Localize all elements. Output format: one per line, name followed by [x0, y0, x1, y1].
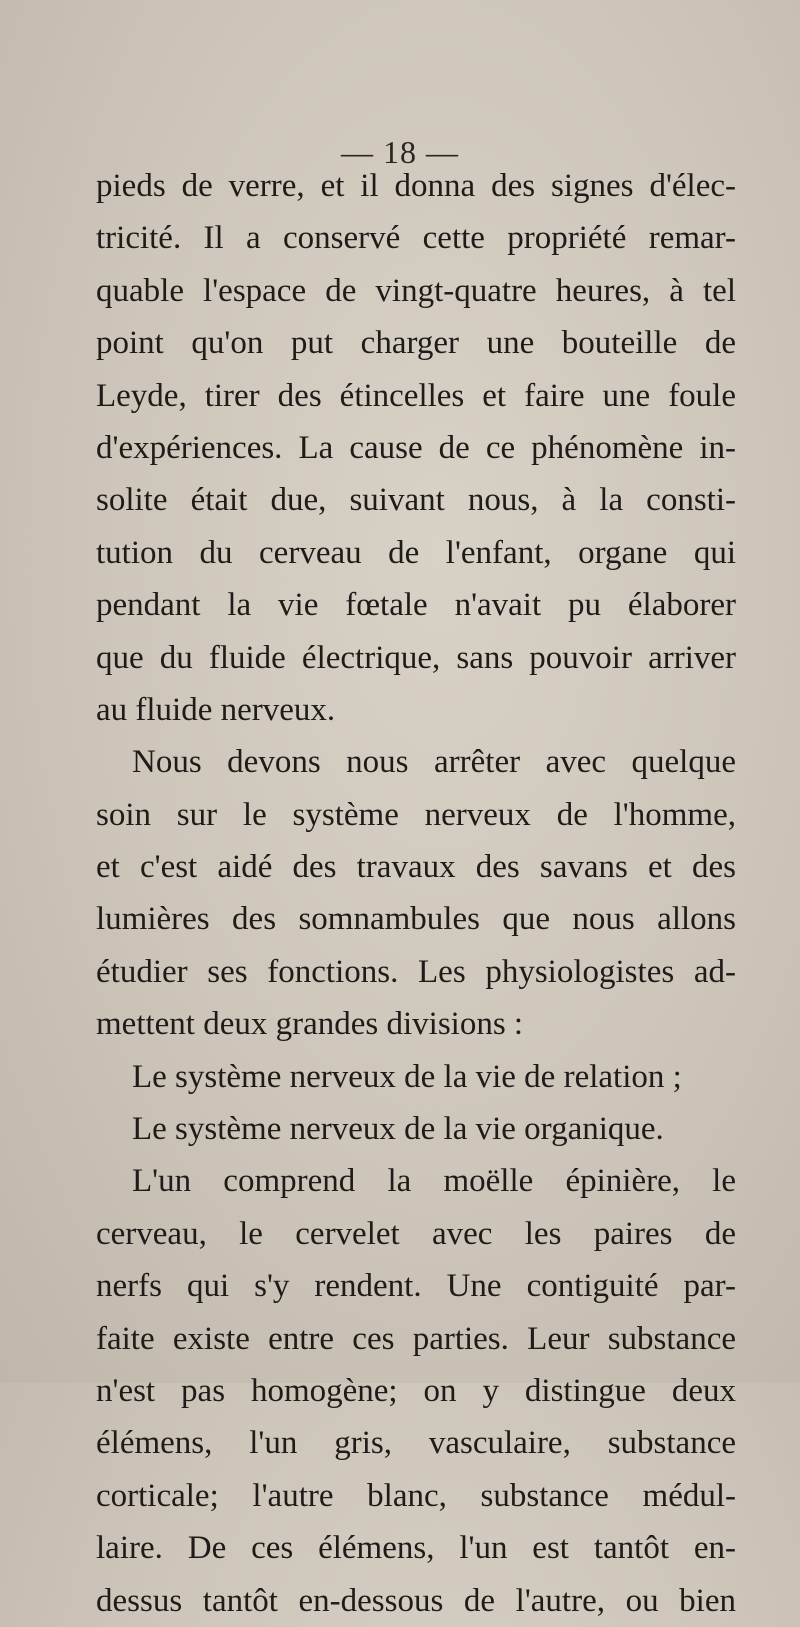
text-line: quable l'espace de vingt-quatre heures, à tel	[96, 272, 736, 309]
text-line: que du fluide électrique, sans pouvoir arriver	[96, 639, 736, 676]
text-line: tricité. Il a conservé cette propriété remar-	[96, 220, 736, 257]
text-line: pieds de verre, et il donna des signes d'élec-	[96, 168, 736, 204]
text-line: lumières des somnambules que nous allons	[96, 901, 736, 938]
text-line: Le système nerveux de la vie de relation ;	[132, 1058, 682, 1095]
text-line: L'un comprend la moëlle épinière, le	[132, 1163, 736, 1200]
text-line: point qu'on put charger une bouteille de	[96, 325, 736, 362]
text-line: solite était due, suivant nous, à la consti-	[96, 482, 736, 519]
text-line: laire. De ces élémens, l'un est tantôt en-	[96, 1530, 736, 1567]
body-text	[96, 160, 736, 1627]
text-line: mettent deux grandes divisions :	[96, 1006, 524, 1043]
text-line: faite existe entre ces parties. Leur substance	[96, 1320, 736, 1357]
text-line: Le système nerveux de la vie organique.	[132, 1111, 664, 1148]
text-line: pendant la vie fœtale n'avait pu élaborer	[96, 587, 736, 624]
text-line: au fluide nerveux.	[96, 691, 336, 728]
text-line: élémens, l'un gris, vasculaire, substance	[96, 1425, 736, 1462]
text-line: soin sur le système nerveux de l'homme,	[96, 796, 736, 833]
text-line: Leyde, tirer des étincelles et faire une foule	[96, 377, 736, 414]
text-line: Nous devons nous arrêter avec quelque	[132, 744, 736, 781]
text-line: cerveau, le cervelet avec les paires de	[96, 1215, 736, 1252]
text-line: dessus tantôt en-dessous de l'autre, ou bien	[96, 1582, 736, 1619]
text-line: d'expériences. La cause de ce phénomène in-	[96, 429, 736, 466]
page-number-header: — 18 —	[341, 134, 459, 170]
text-line: tution du cerveau de l'enfant, organe qui	[96, 534, 736, 571]
text-line: étudier ses fonctions. Les physiologistes ad-	[96, 953, 736, 990]
text-line: nerfs qui s'y rendent. Une contiguité par-	[96, 1268, 736, 1305]
text-line: et c'est aidé des travaux des savans et des	[96, 849, 736, 886]
text-line: n'est pas homogène; on y distingue deux	[96, 1372, 736, 1409]
text-line: corticale; l'autre blanc, substance médul-	[96, 1477, 736, 1514]
